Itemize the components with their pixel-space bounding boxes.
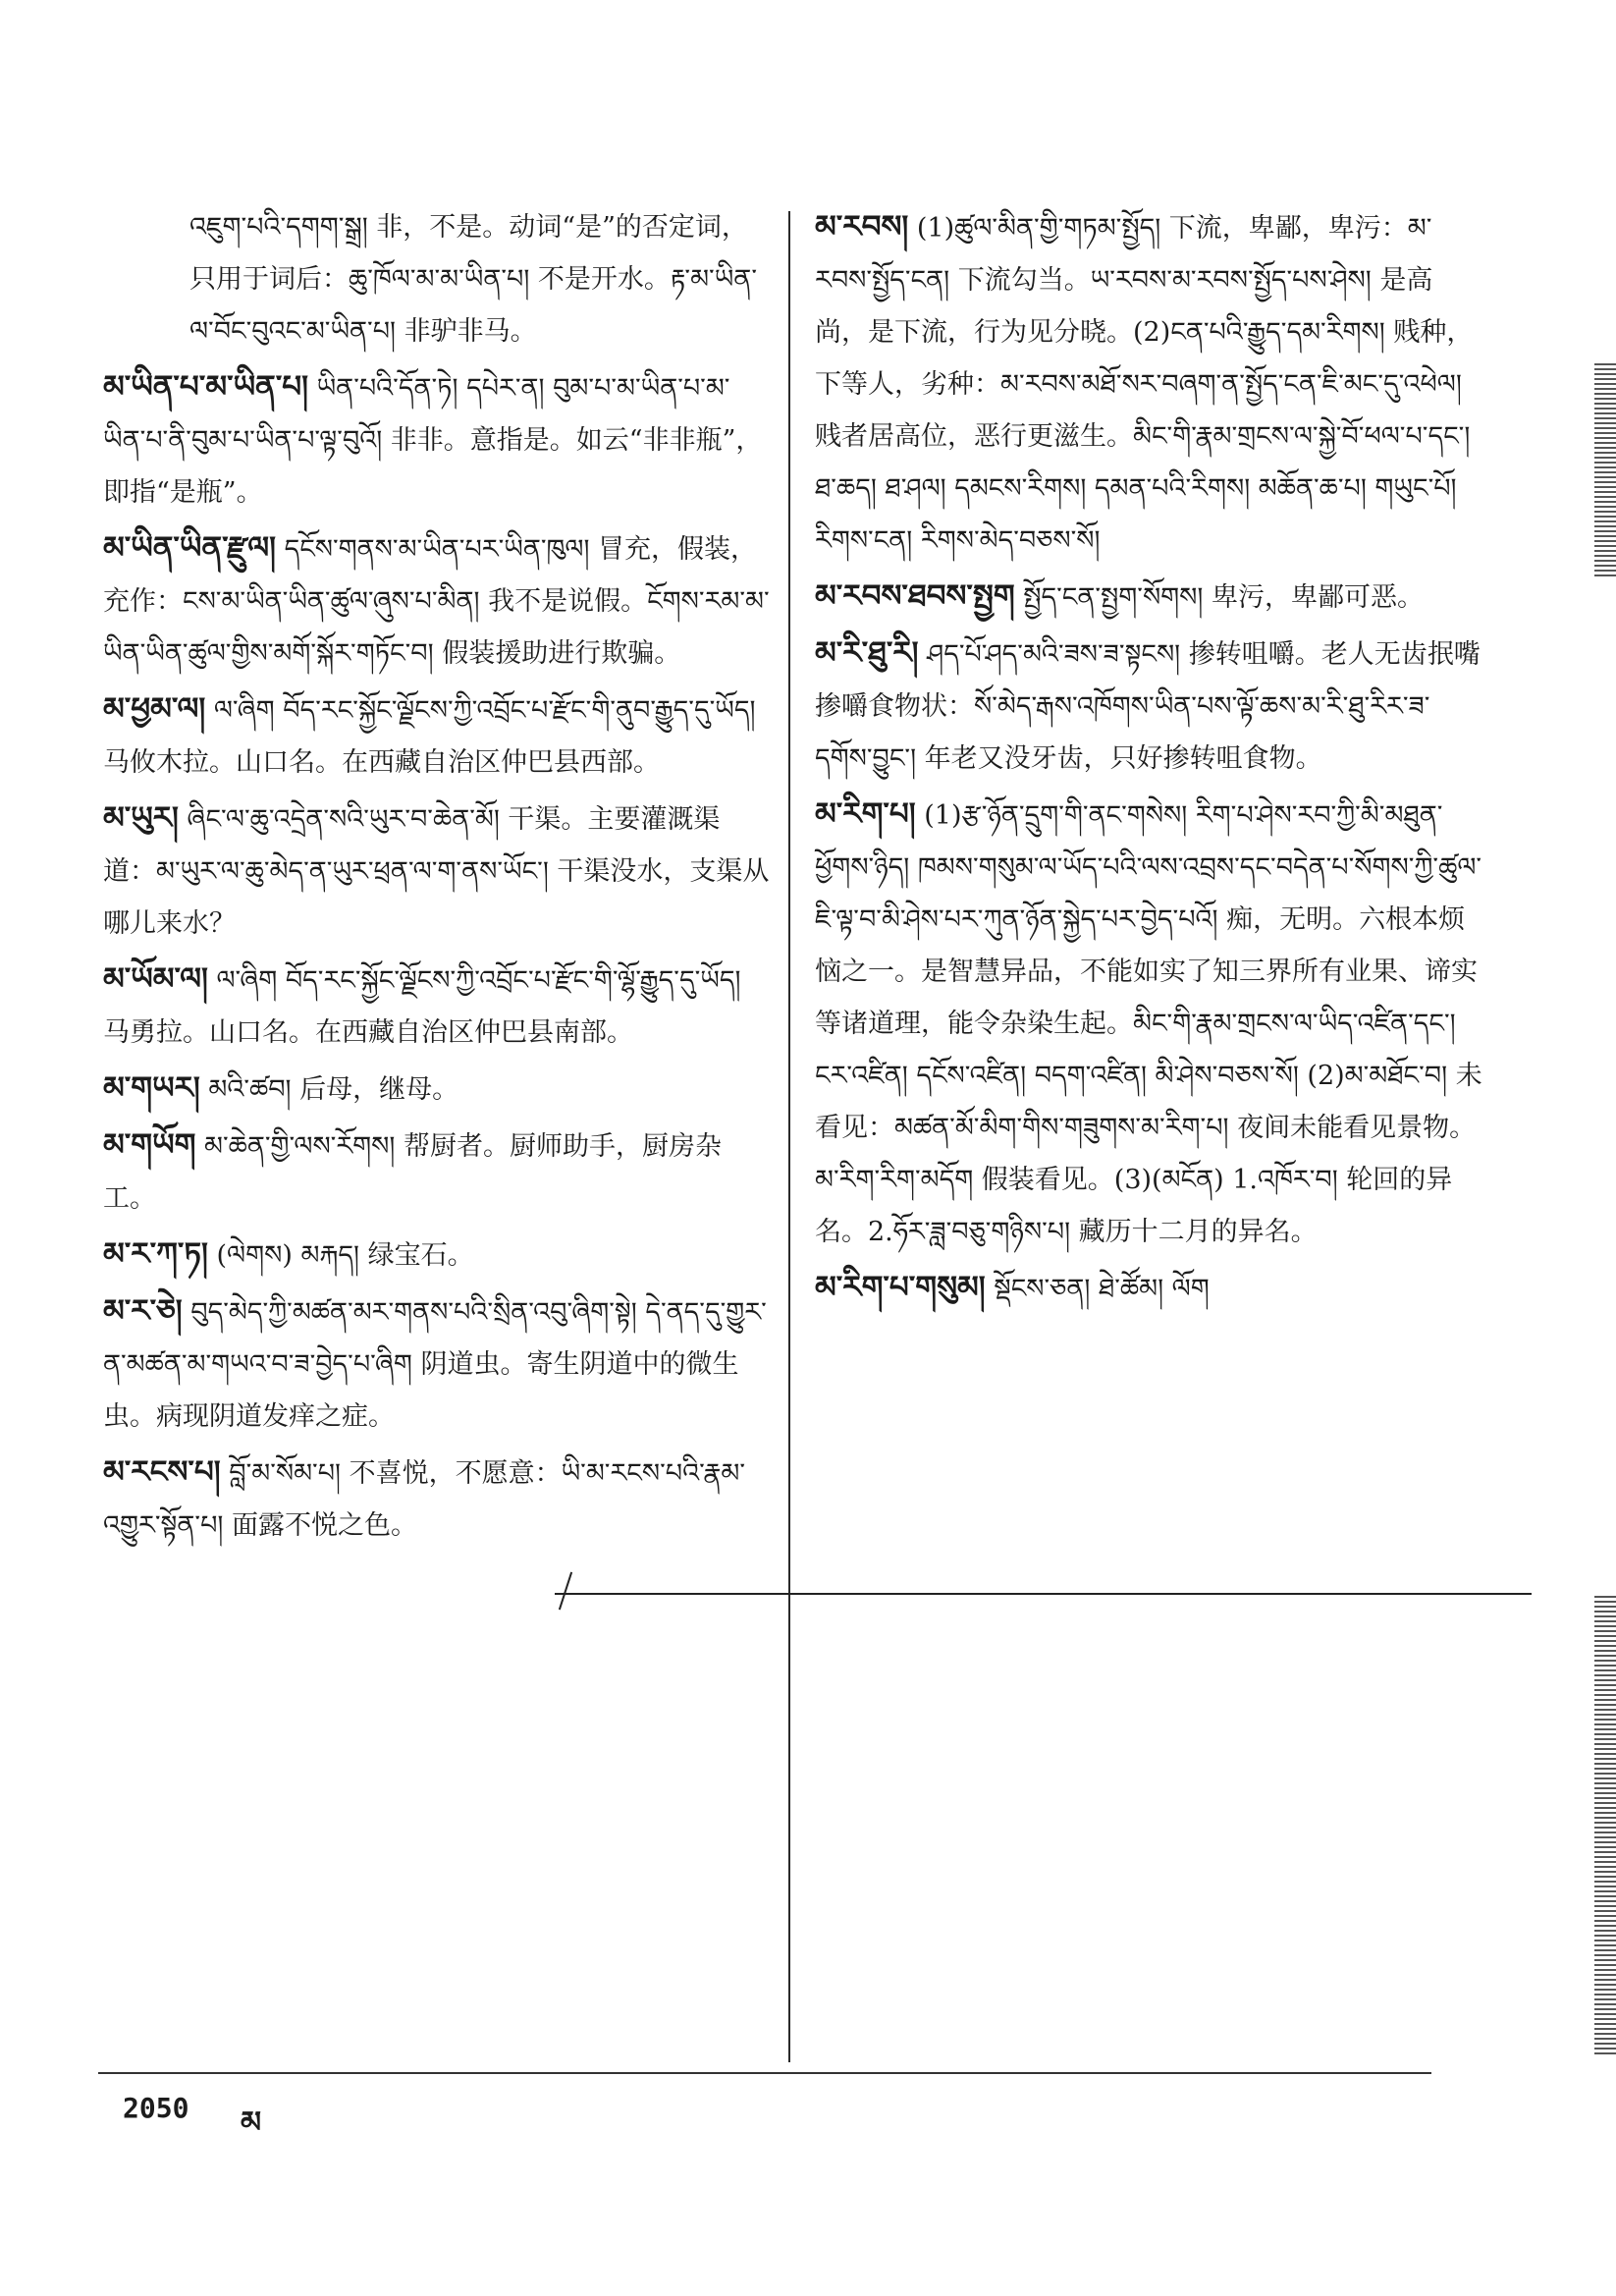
entry-headword: མ་ཡོམ་ལ། (103, 961, 208, 997)
dictionary-entry (103, 1120, 771, 1225)
dictionary-entry (815, 789, 1482, 1258)
entry-body: སྡོངས་ཅན། ཐེ་ཚོམ། ལོག (994, 1274, 1210, 1304)
entry-headword: མ་རིག་པ། (815, 796, 916, 832)
entry-body: ཡིན་པའི་དོན་ཏེ། དཔེར་ན། བུམ་པ་མ་ཡིན་པ་མ་ཡིན་པ་ནི་བུམ་པ་ཡིན་པ་ལྟ་བུའོ། 非非。意指是。如云“非非瓶”，即指“是瓶”。 (103, 373, 763, 508)
dictionary-entry (815, 628, 1482, 785)
left-column (103, 201, 771, 1556)
entry-body: འཇུག་པའི་དགག་སྒྲ། 非，不是。动词“是”的否定词，只用于词后：ཆུ་ཁོལ་མ་མ་ཡིན་པ། 不是开水。རྟ་མ་ཡིན་ལ་བོང་བུའང་མ་ཡིན་པ། 非驴非马。 (189, 212, 757, 347)
dictionary-entry (815, 201, 1482, 567)
entry-body: སྤྱོད་ངན་སྤྱག་སོགས། 卑污，卑鄙可恶。 (1023, 582, 1424, 613)
dictionary-entry (103, 954, 771, 1059)
entry-body: ཞིང་ལ་ཆུ་འདྲེན་སའི་ཡུར་བ་ཆེན་མོ། 干渠。主要灌溉渠道：མ་ཡུར་ལ་ཆུ་མེད་ན་ཡུར་ཕྲན་ལ་ག་ནས་ཡོང་། 干渠没水，支渠从哪儿来水？ (103, 804, 770, 939)
entry-body: (1)ཚུལ་མིན་གྱི་གཏམ་སྤྱོད། 下流，卑鄙，卑污：མ་རབས་སྤྱོད་ངན། 下流勾当。ཡ་རབས་མ་རབས་སྤྱོད་པས་ཤེས། 是高尚，是下流，行为见分晓。(2)ངན་པའི་རྒྱུད་དམ་རིགས། 贱种，下等人，劣种：མ་རབས་མཐོ་སར་བཞག་ན་སྤྱོད་ངན་ཇི་མང་དུ་འཕེལ། 贱者居高位，恶行更滋生。མིང་གི་རྣམ་གྲངས་ལ་སྐྱེ་བོ་ཕལ་པ་དང་། ཐ་ཆད། ཐ་ཤལ། དམངས་རིགས། དམན་པའི་རིགས། མཆོན་ཆ་པ། གཡུང་པོ། རིགས་ངན། རིགས་མེད་བཅས་སོ། (815, 213, 1474, 556)
page-edge-mark (1594, 363, 1616, 579)
entry-headword: མ་རིག་པ་གསུམ། (815, 1270, 986, 1305)
cross-rule (555, 1593, 1532, 1595)
dictionary-entry (103, 522, 771, 680)
dictionary-entry (103, 683, 771, 789)
entry-continuation (103, 201, 771, 357)
entry-headword: མ་ར་ཀ་ཏ། (103, 1236, 208, 1272)
entry-headword: མ་གཡར། (103, 1070, 200, 1106)
entry-headword: མ་ཕྱམ་ལ། (103, 691, 206, 727)
dictionary-entry (103, 361, 771, 519)
dictionary-entry (103, 1447, 771, 1552)
entry-body: ལ་ཞིག བོད་རང་སྐྱོང་ལྗོངས་ཀྱི་འབྲོང་པ་རྫོང་གི་ནུབ་རྒྱུད་དུ་ཡོད། 马攸木拉。山口名。在西藏自治区仲巴县西部。 (103, 695, 756, 778)
right-column (815, 201, 1482, 1319)
entry-headword: མ་ཡུར། (103, 800, 179, 836)
entry-body: (ལེགས) མརྐད། 绿宝石。 (216, 1240, 474, 1271)
page-number: 2050 (123, 2092, 189, 2124)
dictionary-entry (103, 793, 771, 950)
section-letter: མ (241, 2105, 262, 2140)
entry-headword: མ་ཡིན་པ་མ་ཡིན་པ། (103, 369, 309, 405)
footer-rule (98, 2072, 1431, 2074)
entry-headword: མ་རངས་པ། (103, 1454, 221, 1490)
entry-body: བུད་མེད་ཀྱི་མཚན་མར་གནས་པའི་སྲིན་འབུ་ཞིག་སྟེ། དེ་ནད་དུ་གྱུར་ན་མཚན་མ་གཡའ་བ་ཟ་བྱེད་པ་ཞིག 阴道虫。寄生阴道中的微生虫。病现阴道发痒之症。 (103, 1297, 767, 1432)
entry-headword: མ་ར་ཅེ། (103, 1293, 183, 1329)
entry-headword: མ་རབས་ཐབས་སྤྱག (815, 578, 1015, 614)
entry-headword: མ་ཡིན་ཡིན་རྫུལ། (103, 530, 276, 566)
dictionary-entry (815, 1262, 1482, 1315)
entry-body: ལ་ཞིག བོད་རང་སྐྱོང་ལྗོངས་ཀྱི་འབྲོང་པ་རྫོང་གི་ལྷོ་རྒྱུད་དུ་ཡོད། 马勇拉。山口名。在西藏自治区仲巴县南部。 (103, 965, 741, 1048)
entry-body: མ་ཆེན་གྱི་ལས་རོགས། 帮厨者。厨师助手，厨房杂工。 (103, 1131, 722, 1214)
dictionary-entry (103, 1285, 771, 1443)
dictionary-entry (103, 1063, 771, 1116)
entry-body: ཤད་པོ་ཤད་མའི་ཟས་ཟ་སྟངས། 掺转咀嚼。老人无齿抿嘴掺嚼食物状：སོ་མེད་རྒས་འཁོགས་ཡིན་པས་ལྟོ་ཆས་མ་རི་ཐུ་རིར་ཟ་དགོས་བྱུང་། 年老又没牙齿，只好掺转咀食物。 (815, 639, 1481, 774)
cross-rule-tick (559, 1572, 572, 1611)
dictionary-entry (103, 1229, 771, 1282)
entry-headword: མ་རི་ཐུ་རི། (815, 635, 919, 671)
entry-body: མའི་ཚབ། 后母，继母。 (208, 1074, 459, 1105)
entry-body: བློ་མ་སོམ་པ། 不喜悦，不愿意：ཡི་མ་རངས་པའི་རྣམ་འགྱུར་སྟོན་པ། 面露不悦之色。 (103, 1458, 746, 1541)
entry-headword: མ་གཡོག (103, 1127, 196, 1163)
entry-headword: མ་རབས། (815, 209, 909, 245)
entry-body: (1)རྩ་ཉོན་དྲུག་གི་ནང་གསེས། རིག་པ་ཤེས་རབ་ཀྱི་མི་མཐུན་ཕྱོགས་ཉིད། ཁམས་གསུམ་ལ་ཡོད་པའི་ལས་འབྲས་དང་བདེན་པ་སོགས་ཀྱི་ཚུལ་ཇི་ལྟ་བ་མི་ཤེས་པར་ཀུན་ཉོན་སྐྱེད་པར་བྱེད་པའོ། 痴，无明。六根本烦恼之一。是智慧异品，不能如实了知三界所有业果、谛实等诸道理，能令杂染生起。མིང་གི་རྣམ་གྲངས་ལ་ཡིད་འཛིན་དང་། ངར་འཛིན། དངོས་འཛིན། བདག་འཛིན། མི་ཤེས་བཅས་སོ། (2)མ་མཐོང་བ། 未看见：མཚན་མོ་མིག་གིས་གཟུགས་མ་རིག་པ། 夜间未能看见景物。མ་རིག་རིག་མདོག 假装看见。(3)(མངོན) 1.འཁོར་བ། 轮回的异名。2.ཧོར་ཟླ་བཅུ་གཉིས་པ། 藏历十二月的异名。 (815, 800, 1482, 1247)
dictionary-entry (815, 571, 1482, 624)
column-divider (788, 211, 790, 2062)
page-edge-mark (1594, 1596, 1616, 2057)
entry-body: དངོས་གནས་མ་ཡིན་པར་ཡིན་ཁུལ། 冒充，假装，充作：ངས་མ་ཡིན་ཡིན་ཚུལ་ཞུས་པ་མིན། 我不是说假。ངོགས་རམ་མ་ཡིན་ཡིན་ཚུལ་གྱིས་མགོ་སྐོར་གཏོང་བ། 假装援助进行欺骗。 (103, 534, 770, 669)
